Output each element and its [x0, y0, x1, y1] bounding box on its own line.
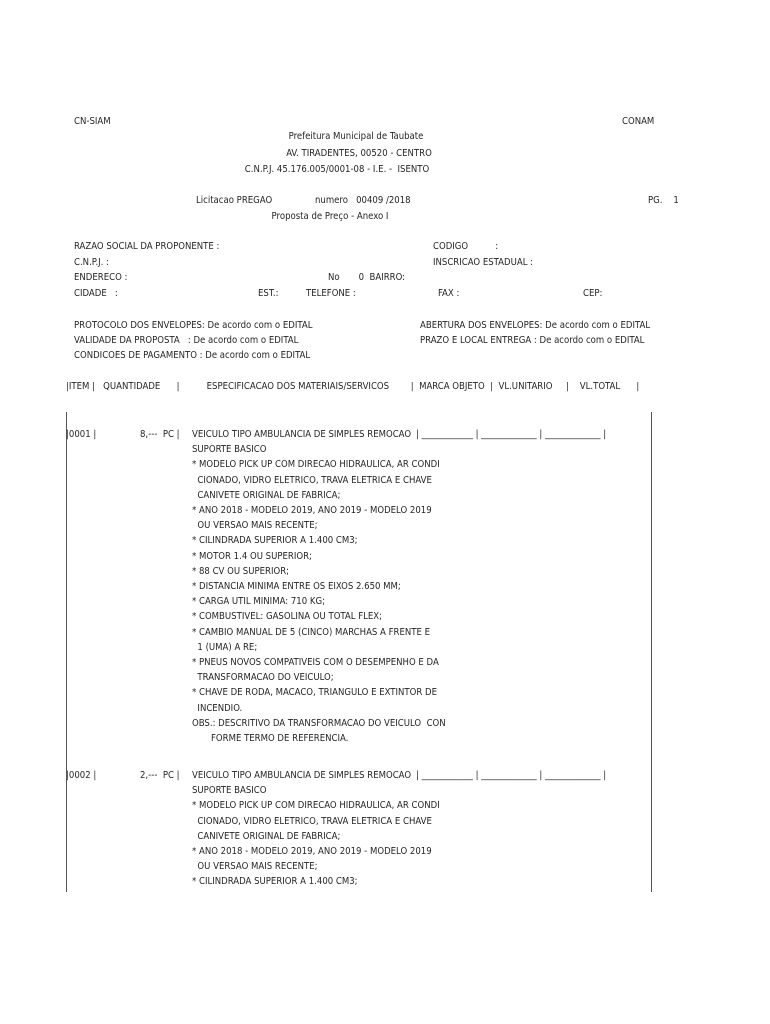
item-description-line: FORME TERMO DE REFERENCIA.: [192, 733, 349, 744]
item-description-line: CANIVETE ORIGINAL DE FABRICA;: [192, 830, 341, 842]
item-description-line: * MOTOR 1.4 OU SUPERIOR;: [192, 550, 312, 562]
zip-label: CEP:: [583, 288, 603, 299]
item-description-line: * DISTANCIA MINIMA ENTRE OS EIXOS 2.650 MM;: [192, 581, 401, 592]
item-blank-fields: | ____________ | _____________ | _____________ |: [416, 770, 607, 781]
item-description-line: TRANSFORMACAO DO VEICULO;: [192, 672, 334, 684]
document-subtitle: Proposta de Preço - Anexo I: [271, 211, 389, 222]
item-description-line: * ANO 2018 - MODELO 2019, ANO 2019 - MODELO 2019: [192, 505, 432, 516]
number-neighborhood-label: No 0 BAIRRO:: [328, 272, 406, 283]
tender-number: numero 00409 /2018: [315, 195, 411, 206]
item-description-line: CANIVETE ORIGINAL DE FABRICA;: [192, 489, 341, 501]
item-code: |0001 |: [66, 429, 97, 440]
item-description-line: OU VERSAO MAIS RECENTE;: [192, 861, 318, 873]
state-label: EST.:: [258, 288, 279, 299]
item-description-line: * ANO 2018 - MODELO 2019, ANO 2019 - MODELO 2019: [192, 846, 432, 857]
table-left-border: [66, 412, 67, 892]
table-right-border: [651, 412, 652, 892]
code-label: CODIGO :: [433, 241, 499, 252]
item-description-line: INCENDIO.: [192, 702, 243, 714]
delivery-terms: PRAZO E LOCAL ENTREGA : De acordo com o EDITAL: [420, 335, 645, 346]
item-description-line: * CILINDRADA SUPERIOR A 1.400 CM3;: [192, 535, 358, 547]
item-description-line: SUPORTE BASICO: [192, 785, 267, 797]
cnpj-line: C.N.P.J. 45.176.005/0001-08 - I.E. - ISENTO: [244, 164, 430, 175]
item-description-line: * PNEUS NOVOS COMPATIVEIS COM O DESEMPENHO E DA: [192, 657, 439, 668]
phone-label: TELEFONE :: [306, 288, 356, 299]
item-description-line: * COMBUSTIVEL: GASOLINA OU TOTAL FLEX;: [192, 611, 383, 623]
item-blank-fields: | ____________ | _____________ | _____________ |: [416, 429, 607, 440]
state-registration-label: INSCRICAO ESTADUAL :: [433, 257, 534, 268]
item-description-line: VEICULO TIPO AMBULANCIA DE SIMPLES REMOCAO: [192, 429, 412, 440]
item-description-line: OBS.: DESCRITIVO DA TRANSFORMACAO DO VEICULO CON: [192, 717, 446, 729]
item-description-line: * CAMBIO MANUAL DE 5 (CINCO) MARCHAS A FRENTE E: [192, 626, 430, 638]
envelope-protocol: PROTOCOLO DOS ENVELOPES: De acordo com o EDITAL: [74, 320, 313, 331]
city-hall-name: Prefeitura Municipal de Taubate: [288, 131, 424, 142]
item-description-line: * MODELO PICK UP COM DIRECAO HIDRAULICA, AR CONDI: [192, 459, 440, 471]
tender-modality: Licitacao PREGAO: [196, 195, 273, 206]
item-quantity: 8,--- PC |: [140, 429, 180, 440]
item-code: |0002 |: [66, 770, 97, 781]
city-label: CIDADE :: [74, 288, 118, 299]
cnpj-label: C.N.P.J. :: [74, 257, 110, 268]
item-quantity: 2,--- PC |: [140, 770, 180, 781]
item-description-line: VEICULO TIPO AMBULANCIA DE SIMPLES REMOCAO: [192, 770, 412, 781]
item-description-line: * CHAVE DE RODA, MACACO, TRIANGULO E EXTINTOR DE: [192, 687, 438, 699]
system-name: CN-SIAM: [74, 116, 111, 127]
item-description-line: * MODELO PICK UP COM DIRECAO HIDRAULICA, AR CONDI: [192, 800, 440, 812]
proposal-validity: VALIDADE DA PROPOSTA : De acordo com o EDITAL: [74, 335, 299, 346]
item-description-line: * CARGA UTIL MINIMA: 710 KG;: [192, 596, 325, 608]
company-name-label: RAZAO SOCIAL DA PROPONENTE :: [74, 241, 220, 252]
item-description-line: OU VERSAO MAIS RECENTE;: [192, 520, 318, 532]
fax-label: FAX :: [438, 288, 460, 299]
envelope-opening: ABERTURA DOS ENVELOPES: De acordo com o EDITAL: [420, 320, 651, 331]
address-label: ENDERECO :: [74, 272, 128, 283]
item-description-line: * CILINDRADA SUPERIOR A 1.400 CM3;: [192, 876, 358, 888]
item-description-line: CIONADO, VIDRO ELETRICO, TRAVA ELETRICA E CHAVE: [192, 815, 432, 827]
city-hall-address: AV. TIRADENTES, 00520 - CENTRO: [286, 148, 432, 159]
item-description-line: CIONADO, VIDRO ELETRICO, TRAVA ELETRICA E CHAVE: [192, 474, 432, 486]
item-description-line: * 88 CV OU SUPERIOR;: [192, 565, 290, 577]
page-number: PG. 1: [648, 195, 679, 206]
payment-terms: CONDICOES DE PAGAMENTO : De acordo com o EDITAL: [74, 350, 311, 361]
table-header: |ITEM | QUANTIDADE | ESPECIFICACAO DOS MATERIAIS/SERVICOS | MARCA OBJETO | VL.UNITARIO | VL.TOTAL |: [66, 382, 640, 392]
item-description-line: SUPORTE BASICO: [192, 444, 267, 456]
org-name: CONAM: [622, 116, 655, 127]
item-description-line: 1 (UMA) A RE;: [192, 641, 258, 653]
